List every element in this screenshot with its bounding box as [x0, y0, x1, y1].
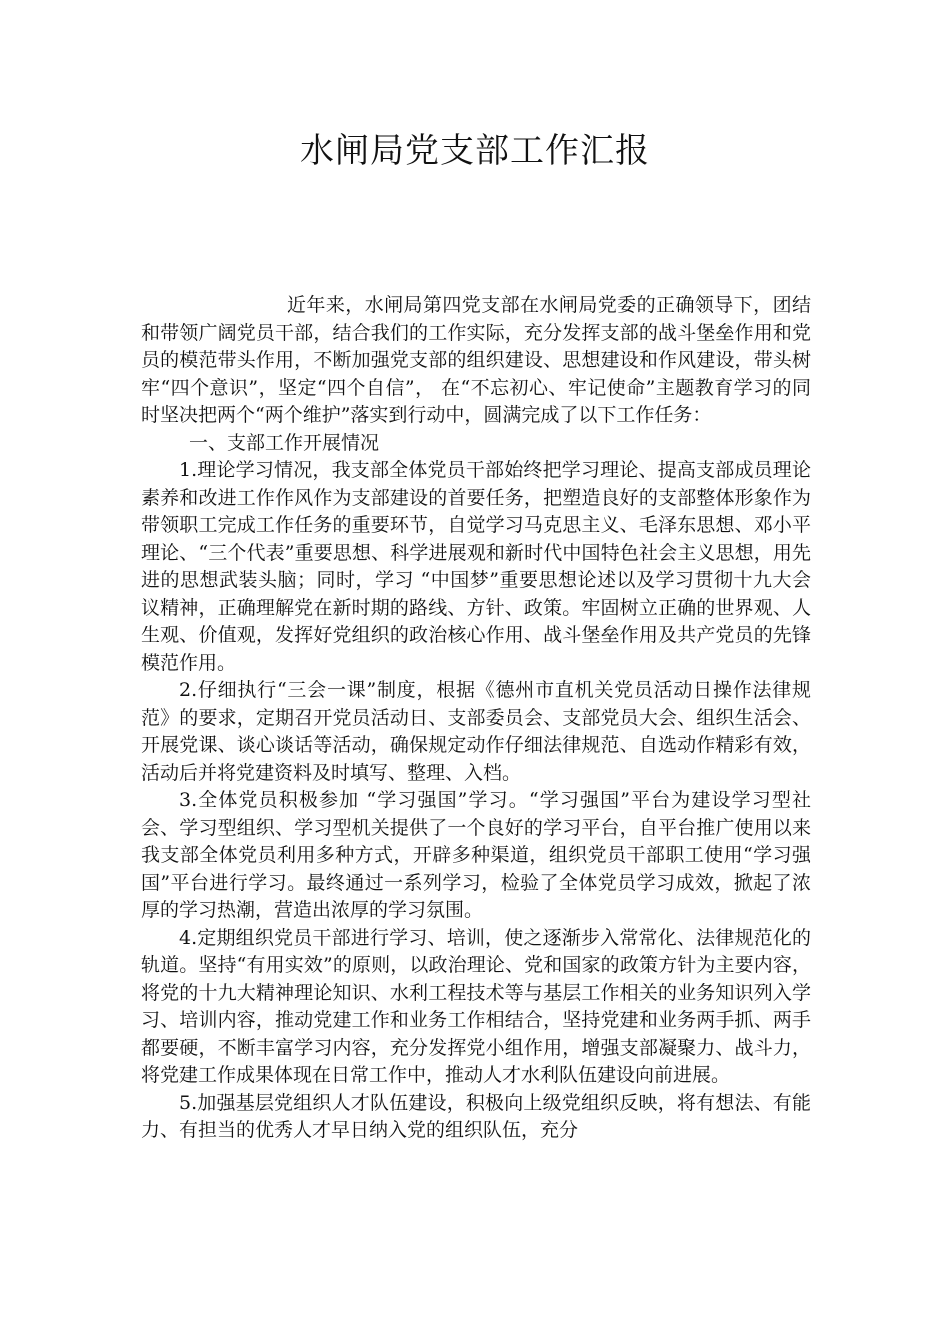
paragraph-3: 3.全体党员积极参加 “学习强国”学习。“学习强国”平台为建设学习型社会、学习型组织、学习型机关提供了一个良好的学习平台，自平台推广使用以来我支部全体党员利用多种方式，开辟多种渠道，组织党员干部职工使用“学习强国”平台进行学习。最终通过一系列学习，检验了全体党员学习成效，掀起了浓厚的学习热潮，营造出浓厚的学习氛围。: [141, 789, 811, 921]
document-title: 水闸局党支部工作汇报: [300, 131, 650, 171]
paragraph-2: 2.仔细执行“三会一课”制度，根据《德州市直机关党员活动日操作法律规范》的要求，定期召开党员活动日、支部委员会、支部党员大会、组织生活会、开展党课、谈心谈话等活动，确保规定动作仔细法律规范、自选动作精彩有效，活动后并将党建资料及时填写、整理、入档。: [141, 679, 811, 784]
paragraph-4: 4.定期组织党员干部进行学习、培训，使之逐渐步入常常化、法律规范化的轨道。坚持“有用实效”的原则，以政治理论、党和国家的政策方针为主要内容，将党的十九大精神理论知识、水利工程技术等与基层工作相关的业务知识列入学习、培训内容，推动党建工作和业务工作相结合，坚持党建和业务两手抓、两手都要硬，不断丰富学习内容，充分发挥党小组作用，增强支部凝聚力、战斗力，将党建工作成果体现在日常工作中，推动人才水利队伍建设向前进展。: [141, 926, 811, 1086]
paragraph-5: 5.加强基层党组织人才队伍建设，积极向上级党组织反映，将有想法、有能力、有担当的优秀人才早日纳入党的组织队伍，充分: [141, 1091, 811, 1141]
document-body: [141, 292, 811, 1145]
paragraph-1: 1.理论学习情况，我支部全体党员干部始终把学习理论、提高支部成员理论素养和改进工作作风作为支部建设的首要任务，把塑造良好的支部整体形象作为带领职工完成工作任务的重要环节，自觉学习马克思主义、毛泽东思想、邓小平理论、“三个代表”重要思想、科学进展观和新时代中国特色社会主义思想，用先进的思想武装头脑；同时，学习 “中国梦”重要思想论述以及学习贯彻十九大会议精神，正确理解党在新时期的路线、方针、政策。牢固树立正确的世界观、人生观、价值观，发挥好党组织的政治核心作用、战斗堡垒作用及共产党员的先锋模范作用。: [141, 459, 811, 674]
intro-paragraph: 近年来，水闸局第四党支部在水闸局党委的正确领导下，团结和带领广阔党员干部，结合我们的工作实际，充分发挥支部的战斗堡垒作用和党员的模范带头作用，不断加强党支部的组织建设、思想建设和作风建设，带头树牢“四个意识”，坚定“四个自信”， 在“不忘初心、牢记使命”主题教育学习的同时坚决把两个“两个维护”落实到行动中，圆满完成了以下工作任务：: [141, 294, 811, 426]
section-heading: 一、支部工作开展情况: [189, 431, 380, 454]
